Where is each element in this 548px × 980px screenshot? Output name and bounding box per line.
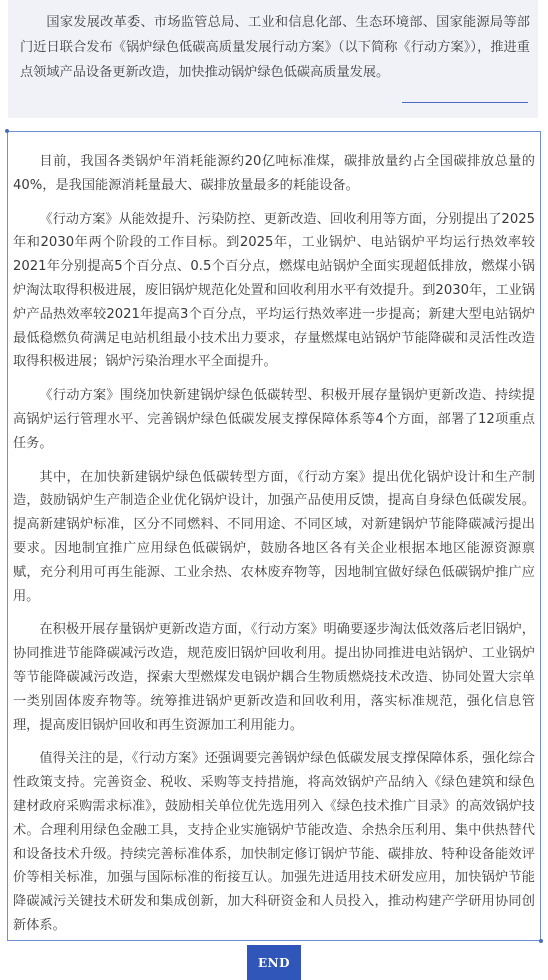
intro-box <box>8 0 538 118</box>
article-body <box>13 150 535 948</box>
frame-corner-dot <box>5 129 9 133</box>
paragraph-targets: 《行动方案》从能效提升、污染防控、更新改造、回收利用等方面，分别提出了2025年和2030年两个阶段的工作目标。到2025年，工业锅炉、电站锅炉平均运行热效率较2021年分别提高5个百分点、0.5个百分点，燃煤电站锅炉全面实现超低排放，燃煤小锅炉淘汰取得积极进展，废旧锅炉规范化处置和回收利用水平有效提升。到2030年，工业锅炉产品热效率较2021年提高3个百分点，平均运行热效率进一步提高；新建大型电站锅炉最低稳燃负荷满足电站机组最小技术出力要求，存量燃煤电站锅炉节能降碳和灵活性改造取得积极进展；锅炉污染治理水平全面提升。 <box>13 211 535 370</box>
intro-text: 国家发展改革委、市场监管总局、工业和信息化部、生态环境部、国家能源局等部门近日联合发布《锅炉绿色低碳高质量发展行动方案》（以下简称《行动方案》），推进重点领域产品设备更新改造，加快推动锅炉绿色低碳高质量发展。 <box>20 15 530 80</box>
paragraph-tasks: 《行动方案》围绕加快新建锅炉绿色低碳转型、积极开展存量锅炉更新改造、持续提高锅炉运行管理水平、完善锅炉绿色低碳发展支撑保障体系等4个方面，部署了12项重点任务。 <box>13 388 535 451</box>
end-badge: END <box>247 945 301 980</box>
paragraph-support-system: 值得关注的是，《行动方案》还强调要完善锅炉绿色低碳发展支撑保障体系，强化综合性政策支持。完善资金、税收、采购等支持措施，将高效锅炉产品纳入《绿色建筑和绿色建材政府采购需求标准》，鼓励相关单位优先选用列入《绿色技术推广目录》的高效锅炉技术。合理利用绿色金融工具，支持企业实施锅炉节能改造、余热余压利用、集中供热替代和设备技术升级。持续完善标准体系，加快制定修订锅炉节能、碳排放、特种设备能效评价等相关标准，加强与国际标准的衔接互认。加强先进适用技术研发应用，加快锅炉节能降碳减污关键技术研发和集成创新，加大科研资金和人员投入，推动构建产学研用协同创新体系。 <box>13 751 535 933</box>
paragraph-overview: 目前，我国各类锅炉年消耗能源约20亿吨标准煤，碳排放量约占全国碳排放总量的40%，是我国能源消耗量最大、碳排放量最多的耗能设备。 <box>13 154 535 193</box>
intro-divider <box>402 102 528 103</box>
paragraph-existing-boilers: 在积极开展存量锅炉更新改造方面，《行动方案》明确要逐步淘汰低效落后老旧锅炉，协同推进节能降碳减污改造，规范废旧锅炉回收利用。提出协同推进电站锅炉、工业锅炉等节能降碳减污改造，探索大型燃煤发电锅炉耦合生物质燃烧技术改造、协同处置大宗单一类别固体废弃物等。统筹推进锅炉更新改造和回收利用，落实标准规范，强化信息管理，提高废旧锅炉回收和再生资源加工利用能力。 <box>13 622 535 733</box>
frame-corner-dot <box>539 939 543 943</box>
paragraph-new-boilers: 其中，在加快新建锅炉绿色低碳转型方面，《行动方案》提出优化锅炉设计和生产制造，鼓励锅炉生产制造企业优化锅炉设计，加强产品使用反馈，提高自身绿色低碳发展。提高新建锅炉标准，区分不同燃料、不同用途、不同区域，对新建锅炉节能降碳减污提出要求。因地制宜推广应用绿色低碳锅炉，鼓励各地区各有关企业根据本地区能源资源禀赋，充分利用可再生能源、工业余热、农林废弃物等，因地制宜做好绿色低碳锅炉推广应用。 <box>13 469 535 604</box>
